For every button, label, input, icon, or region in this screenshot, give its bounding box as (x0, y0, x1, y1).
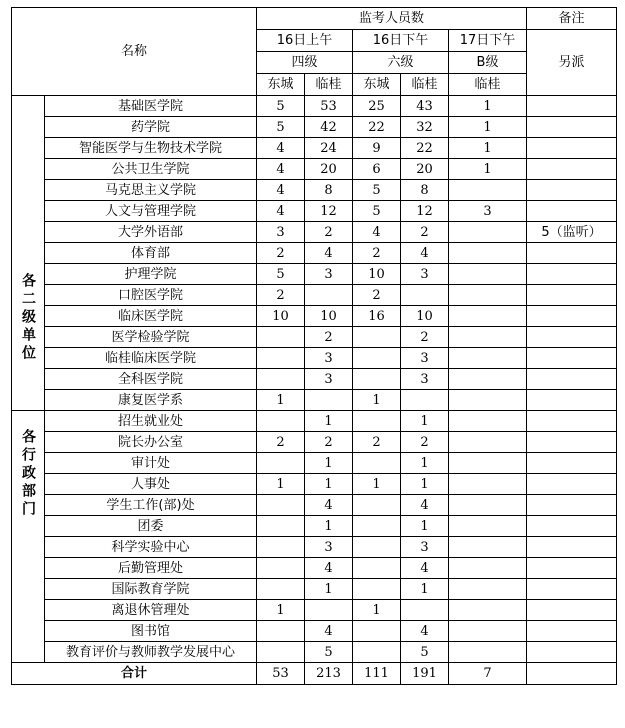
count-cell: 1 (257, 474, 305, 495)
count-cell (353, 579, 401, 600)
count-cell: 5 (401, 642, 449, 663)
note-cell (527, 621, 617, 642)
unit-name: 康复医学系 (45, 390, 257, 411)
category-secondary-units-cell (12, 96, 45, 411)
count-cell: 2 (353, 432, 401, 453)
count-cell: 3 (257, 222, 305, 243)
table-row (12, 369, 617, 390)
table-row (12, 495, 617, 516)
count-cell: 53 (305, 96, 353, 117)
count-cell (257, 537, 305, 558)
count-cell (401, 285, 449, 306)
unit-name: 护理学院 (45, 264, 257, 285)
count-cell: 1 (353, 600, 401, 621)
unit-name: 院长办公室 (45, 432, 257, 453)
count-cell (305, 390, 353, 411)
count-cell: 5 (257, 96, 305, 117)
note-cell (527, 369, 617, 390)
total-count-cell: 111 (353, 663, 401, 685)
table-row (12, 180, 617, 201)
table-row (12, 96, 617, 117)
count-cell: 1 (257, 390, 305, 411)
note-cell (527, 96, 617, 117)
count-cell: 4 (305, 243, 353, 264)
note-cell (527, 495, 617, 516)
total-note-cell (527, 663, 617, 685)
session-header-16-pm: 16日下午 (353, 30, 449, 52)
unit-name: 马克思主义学院 (45, 180, 257, 201)
count-cell: 10 (257, 306, 305, 327)
count-cell: 3 (401, 348, 449, 369)
count-cell: 2 (305, 432, 353, 453)
unit-name: 科学实验中心 (45, 537, 257, 558)
unit-name: 临桂临床医学院 (45, 348, 257, 369)
unit-name: 审计处 (45, 453, 257, 474)
table-row (12, 243, 617, 264)
count-cell (449, 432, 527, 453)
count-cell (353, 369, 401, 390)
count-cell: 4 (257, 201, 305, 222)
count-cell: 2 (305, 222, 353, 243)
count-cell: 5 (305, 642, 353, 663)
unit-name: 大学外语部 (45, 222, 257, 243)
session-header-17-pm: 17日下午 (449, 30, 527, 52)
count-cell (449, 621, 527, 642)
count-cell (353, 453, 401, 474)
count-cell: 2 (401, 327, 449, 348)
count-cell: 1 (305, 411, 353, 432)
note-cell (527, 453, 617, 474)
count-cell: 10 (305, 306, 353, 327)
count-cell: 4 (353, 222, 401, 243)
count-cell: 3 (401, 264, 449, 285)
unit-name: 图书馆 (45, 621, 257, 642)
note-cell (527, 390, 617, 411)
count-cell (353, 558, 401, 579)
count-cell (257, 453, 305, 474)
unit-name: 人事处 (45, 474, 257, 495)
invigilator-count-table (11, 7, 617, 685)
count-cell (353, 411, 401, 432)
note-cell (527, 516, 617, 537)
count-cell (353, 348, 401, 369)
count-cell (257, 495, 305, 516)
count-cell: 5 (257, 117, 305, 138)
count-cell: 1 (305, 516, 353, 537)
category-admin-departments-cell (12, 411, 45, 663)
count-cell (257, 327, 305, 348)
count-cell (401, 600, 449, 621)
count-cell (353, 495, 401, 516)
count-cell: 5 (353, 201, 401, 222)
count-cell: 5 (257, 264, 305, 285)
count-cell: 1 (353, 390, 401, 411)
count-cell: 3 (305, 369, 353, 390)
invigilator-count-group-header: 监考人员数 (257, 8, 527, 30)
count-cell: 1 (449, 117, 527, 138)
count-cell (449, 642, 527, 663)
unit-name: 体育部 (45, 243, 257, 264)
campus-header: 东城 (257, 74, 305, 96)
count-cell: 2 (257, 243, 305, 264)
count-cell: 1 (449, 96, 527, 117)
count-cell (449, 411, 527, 432)
count-cell: 1 (305, 453, 353, 474)
table-row (12, 432, 617, 453)
unit-name: 团委 (45, 516, 257, 537)
note-cell (527, 558, 617, 579)
count-cell (449, 516, 527, 537)
table-row (12, 138, 617, 159)
count-cell: 3 (305, 537, 353, 558)
total-count-cell: 191 (401, 663, 449, 685)
count-cell (449, 390, 527, 411)
unit-name: 医学检验学院 (45, 327, 257, 348)
count-cell: 1 (305, 474, 353, 495)
count-cell: 20 (305, 159, 353, 180)
total-count-cell: 53 (257, 663, 305, 685)
unit-name: 全科医学院 (45, 369, 257, 390)
note-cell (527, 348, 617, 369)
count-cell: 4 (401, 558, 449, 579)
table-row (12, 285, 617, 306)
count-cell: 2 (353, 243, 401, 264)
table-row (12, 327, 617, 348)
unit-name: 基础医学院 (45, 96, 257, 117)
count-cell (449, 180, 527, 201)
note-cell: 5（监听） (527, 222, 617, 243)
note-cell (527, 159, 617, 180)
unit-name: 教育评价与教师教学发展中心 (45, 642, 257, 663)
exam-invigilator-table-wrapper (11, 7, 617, 685)
table-row (12, 453, 617, 474)
campus-header: 临桂 (449, 74, 527, 96)
category-secondary-units-label: 各二级单位 (20, 273, 36, 363)
count-cell: 1 (353, 474, 401, 495)
note-cell (527, 138, 617, 159)
unit-name: 学生工作(部)处 (45, 495, 257, 516)
session-header-16-am: 16日上午 (257, 30, 353, 52)
count-cell: 9 (353, 138, 401, 159)
table-row (12, 159, 617, 180)
count-cell (449, 264, 527, 285)
count-cell (257, 579, 305, 600)
note-cell (527, 579, 617, 600)
count-cell: 32 (401, 117, 449, 138)
note-cell (527, 600, 617, 621)
note-cell (527, 264, 617, 285)
total-count-cell: 7 (449, 663, 527, 685)
unit-name: 离退休管理处 (45, 600, 257, 621)
count-cell: 1 (449, 138, 527, 159)
count-cell (257, 348, 305, 369)
count-cell: 3 (401, 537, 449, 558)
count-cell: 4 (257, 180, 305, 201)
note-column-header: 备注 (527, 8, 617, 30)
count-cell: 4 (257, 138, 305, 159)
unit-name: 后勤管理处 (45, 558, 257, 579)
count-cell: 1 (401, 579, 449, 600)
count-cell: 10 (401, 306, 449, 327)
count-cell: 43 (401, 96, 449, 117)
unit-name: 临床医学院 (45, 306, 257, 327)
count-cell (449, 243, 527, 264)
table-row (12, 621, 617, 642)
total-row (12, 663, 617, 685)
category-admin-departments-label: 各行政部门 (20, 429, 36, 519)
count-cell (449, 348, 527, 369)
count-cell (257, 621, 305, 642)
count-cell: 10 (353, 264, 401, 285)
count-cell: 2 (401, 432, 449, 453)
count-cell (449, 306, 527, 327)
note-cell (527, 327, 617, 348)
table-row (12, 516, 617, 537)
table-row (12, 579, 617, 600)
campus-header: 临桂 (401, 74, 449, 96)
unit-name: 药学院 (45, 117, 257, 138)
count-cell: 4 (401, 495, 449, 516)
count-cell (449, 474, 527, 495)
campus-header: 东城 (353, 74, 401, 96)
note-cell (527, 180, 617, 201)
total-count-cell: 213 (305, 663, 353, 685)
note-cell (527, 117, 617, 138)
count-cell (449, 369, 527, 390)
count-cell: 3 (449, 201, 527, 222)
count-cell: 2 (353, 285, 401, 306)
count-cell (305, 285, 353, 306)
note-cell (527, 537, 617, 558)
count-cell: 3 (305, 264, 353, 285)
count-cell (449, 222, 527, 243)
table-row (12, 411, 617, 432)
count-cell: 4 (401, 243, 449, 264)
count-cell (257, 369, 305, 390)
count-cell (449, 558, 527, 579)
count-cell: 5 (353, 180, 401, 201)
table-row (12, 306, 617, 327)
count-cell: 1 (257, 600, 305, 621)
level-header-b: B级 (449, 52, 527, 74)
count-cell: 2 (257, 432, 305, 453)
count-cell: 3 (305, 348, 353, 369)
table-row (12, 201, 617, 222)
count-cell (449, 453, 527, 474)
note-cell (527, 243, 617, 264)
count-cell: 22 (401, 138, 449, 159)
count-cell (449, 600, 527, 621)
count-cell (257, 642, 305, 663)
note-cell (527, 285, 617, 306)
count-cell: 8 (305, 180, 353, 201)
count-cell: 3 (401, 369, 449, 390)
unit-name: 智能医学与生物技术学院 (45, 138, 257, 159)
table-row (12, 474, 617, 495)
count-cell (449, 537, 527, 558)
table-row (12, 537, 617, 558)
count-cell: 4 (305, 495, 353, 516)
count-cell: 4 (401, 621, 449, 642)
count-cell: 4 (305, 621, 353, 642)
unit-name: 招生就业处 (45, 411, 257, 432)
count-cell: 1 (401, 516, 449, 537)
count-cell (353, 327, 401, 348)
campus-header: 临桂 (305, 74, 353, 96)
unit-name: 公共卫生学院 (45, 159, 257, 180)
table-row (12, 600, 617, 621)
level-header-cet4: 四级 (257, 52, 353, 74)
count-cell (353, 537, 401, 558)
count-cell: 1 (401, 474, 449, 495)
count-cell: 4 (305, 558, 353, 579)
count-cell (449, 495, 527, 516)
count-cell: 2 (305, 327, 353, 348)
table-row (12, 558, 617, 579)
count-cell: 1 (305, 579, 353, 600)
count-cell: 4 (257, 159, 305, 180)
count-cell: 25 (353, 96, 401, 117)
count-cell (257, 411, 305, 432)
count-cell: 42 (305, 117, 353, 138)
count-cell (257, 516, 305, 537)
unit-name: 口腔医学院 (45, 285, 257, 306)
count-cell: 2 (401, 222, 449, 243)
count-cell (401, 390, 449, 411)
count-cell: 16 (353, 306, 401, 327)
count-cell: 20 (401, 159, 449, 180)
table-row (12, 348, 617, 369)
table-row (12, 642, 617, 663)
note-cell (527, 474, 617, 495)
table-row (12, 390, 617, 411)
note-cell (527, 201, 617, 222)
count-cell: 24 (305, 138, 353, 159)
table-row (12, 117, 617, 138)
count-cell: 1 (401, 411, 449, 432)
count-cell: 22 (353, 117, 401, 138)
count-cell (353, 642, 401, 663)
note-cell (527, 642, 617, 663)
count-cell: 12 (305, 201, 353, 222)
count-cell: 1 (401, 453, 449, 474)
count-cell (449, 579, 527, 600)
level-header-cet6: 六级 (353, 52, 449, 74)
count-cell: 6 (353, 159, 401, 180)
count-cell: 2 (257, 285, 305, 306)
count-cell (353, 516, 401, 537)
table-row (12, 222, 617, 243)
count-cell (257, 558, 305, 579)
count-cell: 8 (401, 180, 449, 201)
note-subheader: 另派 (527, 30, 617, 96)
table-row (12, 264, 617, 285)
count-cell: 12 (401, 201, 449, 222)
unit-name: 人文与管理学院 (45, 201, 257, 222)
count-cell (449, 327, 527, 348)
unit-name: 国际教育学院 (45, 579, 257, 600)
note-cell (527, 306, 617, 327)
name-column-header: 名称 (12, 8, 257, 96)
count-cell (305, 600, 353, 621)
count-cell (449, 285, 527, 306)
note-cell (527, 411, 617, 432)
count-cell: 1 (449, 159, 527, 180)
count-cell (353, 621, 401, 642)
note-cell (527, 432, 617, 453)
total-label: 合计 (12, 663, 257, 685)
